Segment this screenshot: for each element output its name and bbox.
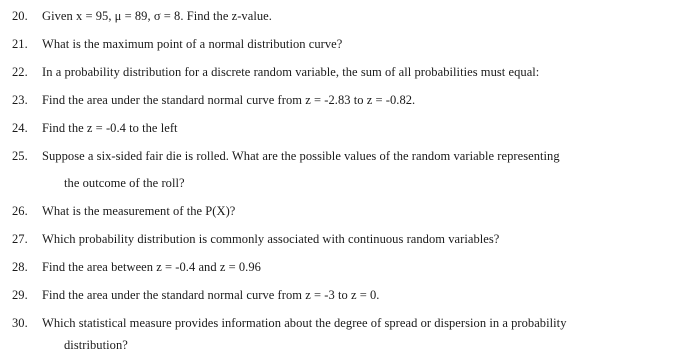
question-text: distribution? bbox=[64, 338, 128, 352]
question-number: 26. bbox=[12, 204, 28, 218]
question-text: Find the area between z = -0.4 and z = 0.96 bbox=[42, 260, 261, 274]
question-28 bbox=[12, 260, 261, 274]
question-21 bbox=[12, 37, 342, 51]
question-29 bbox=[12, 288, 379, 302]
question-number: 23. bbox=[12, 93, 28, 107]
question-text: In a probability distribution for a discrete random variable, the sum of all probabilities must equal: bbox=[42, 65, 540, 79]
question-number: 27. bbox=[12, 232, 28, 246]
question-text: Find the area under the standard normal curve from z = -2.83 to z = -0.82. bbox=[42, 93, 416, 107]
question-text: What is the maximum point of a normal distribution curve? bbox=[42, 37, 343, 51]
question-number: 21. bbox=[12, 37, 28, 51]
question-number: 28. bbox=[12, 260, 28, 274]
question-25 bbox=[12, 149, 560, 163]
question-22 bbox=[12, 65, 539, 79]
question-text: Suppose a six-sided fair die is rolled. What are the possible values of the random variable representing bbox=[42, 149, 560, 163]
question-number: 29. bbox=[12, 288, 28, 302]
question-text: Which probability distribution is commonly associated with continuous random variables? bbox=[42, 232, 500, 246]
question-20 bbox=[12, 9, 272, 23]
question-number: 25. bbox=[12, 149, 28, 163]
question-number: 22. bbox=[12, 65, 28, 79]
question-24 bbox=[12, 121, 178, 135]
question-text: What is the measurement of the P(X)? bbox=[42, 204, 236, 218]
question-text: Find the area under the standard normal curve from z = -3 to z = 0. bbox=[42, 288, 380, 302]
question-text: Find the z = -0.4 to the left bbox=[42, 121, 178, 135]
question-text: the outcome of the roll? bbox=[64, 176, 185, 190]
question-number: 24. bbox=[12, 121, 28, 135]
question-23 bbox=[12, 93, 415, 107]
question-text: Given x = 95, μ = 89, σ = 8. Find the z-value. bbox=[42, 9, 272, 23]
question-26 bbox=[12, 204, 235, 218]
question-number: 30. bbox=[12, 316, 28, 330]
question-30 bbox=[12, 316, 567, 330]
question-30-continuation bbox=[64, 338, 128, 352]
question-25-continuation bbox=[64, 176, 185, 190]
question-text: Which statistical measure provides information about the degree of spread or dispersion in a probability bbox=[42, 316, 567, 330]
question-27 bbox=[12, 232, 499, 246]
question-number: 20. bbox=[12, 9, 28, 23]
